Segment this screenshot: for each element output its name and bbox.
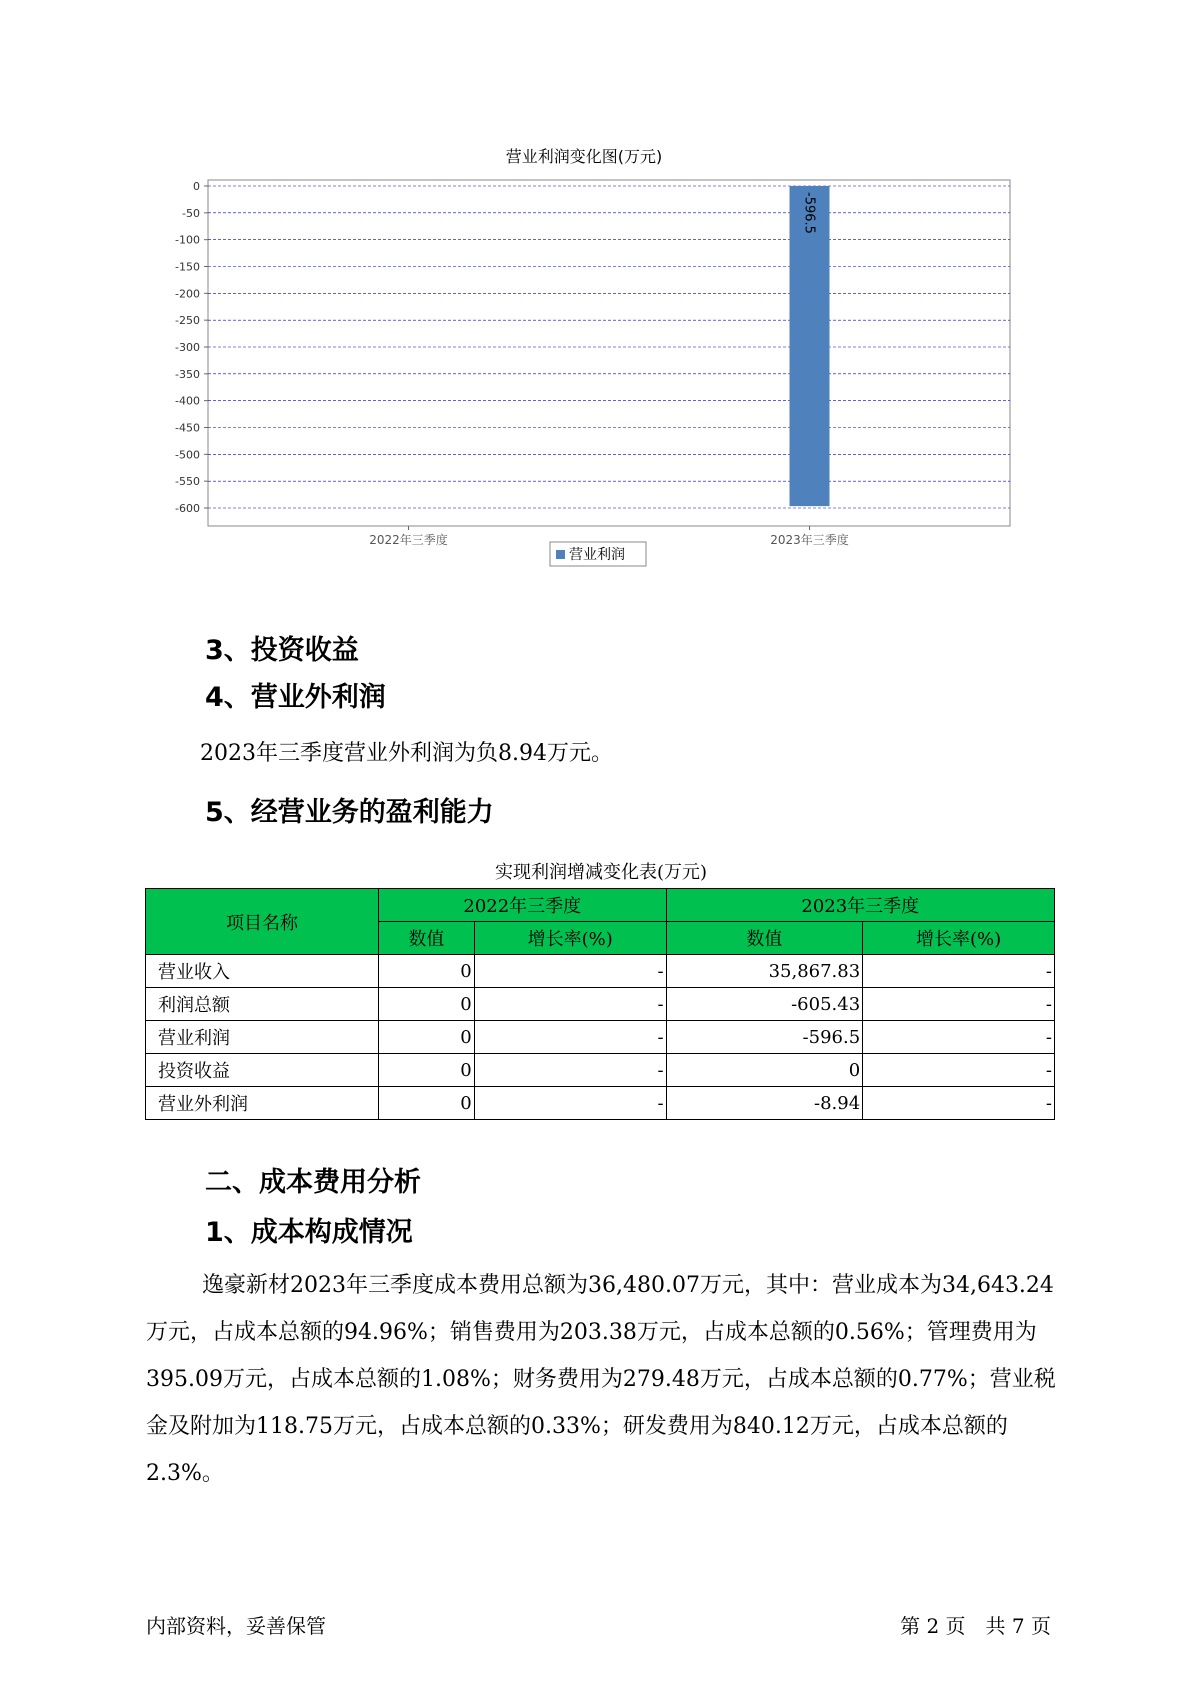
y-tick-label: -450 [175, 421, 200, 435]
row-value-2023: -8.94 [666, 1087, 863, 1120]
row-growth-2022: - [474, 1021, 666, 1054]
row-value-2023: 35,867.83 [666, 955, 863, 988]
row-name: 营业利润 [146, 1021, 379, 1054]
x-tick-label: 2023年三季度 [770, 533, 849, 547]
plot-border [208, 180, 1010, 526]
header-growth-2023: 增长率(%) [863, 922, 1055, 955]
footer-confidential: 内部资料，妥善保管 [146, 1614, 326, 1638]
data-label: -596.5 [801, 192, 817, 234]
footer-page-number: 第 2 页 共 7 页 [900, 1614, 1051, 1638]
y-tick-label: -50 [182, 206, 200, 220]
table-body [146, 955, 1055, 1120]
row-growth-2022: - [474, 1087, 666, 1120]
row-growth-2023: - [863, 1087, 1055, 1120]
row-growth-2023: - [863, 988, 1055, 1021]
cost-composition-text: 逸豪新材2023年三季度成本费用总额为36,480.07万元，其中：营业成本为34,643.24万元，占成本总额的94.96%；销售费用为203.38万元，占成本总额的0.56%；管理费用为395.09万元，占成本总额的1.08%；财务费用为279.48万元，占成本总额的0.77%；营业税金及附加为118.75万元，占成本总额的0.33%；研发费用为840.12万元，占成本总额的2.3%。 [146, 1273, 1056, 1486]
y-tick-label: 0 [193, 180, 200, 193]
row-growth-2022: - [474, 955, 666, 988]
row-value-2022: 0 [379, 1087, 475, 1120]
chart-svg [144, 138, 1024, 588]
y-tick-label: -600 [175, 502, 200, 515]
legend-label: 营业利润 [569, 547, 625, 563]
y-tick-label: -500 [175, 448, 200, 462]
bar [790, 186, 830, 506]
row-name: 投资收益 [146, 1054, 379, 1087]
profit-chart [144, 138, 1024, 588]
heading-cost-composition: 1、成本构成情况 [205, 1217, 413, 1248]
table-row [146, 1087, 1055, 1120]
table-row [146, 1021, 1055, 1054]
y-tick-label: -400 [175, 394, 200, 408]
header-item-name: 项目名称 [146, 889, 379, 955]
header-value-2023: 数值 [666, 922, 863, 955]
chart-title: 营业利润变化图(万元) [505, 147, 663, 166]
heading-investment-income: 3、投资收益 [205, 635, 359, 666]
row-value-2022: 0 [379, 955, 475, 988]
table-row [146, 988, 1055, 1021]
header-value-2022: 数值 [379, 922, 475, 955]
y-tick-label: -300 [175, 341, 200, 354]
table-row [146, 1054, 1055, 1087]
header-period-2023: 2023年三季度 [666, 889, 1054, 922]
profit-change-table [145, 888, 1055, 1120]
non-operating-profit-text: 2023年三季度营业外利润为负8.94万元。 [200, 741, 613, 766]
table-row [146, 955, 1055, 988]
legend-swatch [556, 550, 565, 559]
row-growth-2023: - [863, 1054, 1055, 1087]
row-growth-2023: - [863, 1021, 1055, 1054]
heading-profitability: 5、经营业务的盈利能力 [205, 797, 494, 828]
row-growth-2022: - [474, 1054, 666, 1087]
x-tick-label: 2022年三季度 [369, 533, 448, 547]
row-value-2023: -605.43 [666, 988, 863, 1021]
row-growth-2023: - [863, 955, 1055, 988]
row-value-2023: 0 [666, 1054, 863, 1087]
row-name: 营业收入 [146, 955, 379, 988]
header-growth-2022: 增长率(%) [474, 922, 666, 955]
y-tick-label: -200 [175, 287, 200, 301]
heading-cost-analysis: 二、成本费用分析 [205, 1167, 421, 1198]
row-name: 营业外利润 [146, 1087, 379, 1120]
y-tick-label: -550 [175, 475, 200, 489]
header-period-2022: 2022年三季度 [379, 889, 667, 922]
y-tick-label: -350 [175, 367, 200, 381]
heading-non-operating-profit: 4、营业外利润 [205, 682, 386, 713]
row-growth-2022: - [474, 988, 666, 1021]
row-value-2023: -596.5 [666, 1021, 863, 1054]
row-value-2022: 0 [379, 1054, 475, 1087]
y-tick-label: -250 [175, 314, 200, 328]
y-tick-label: -150 [175, 260, 200, 274]
table-title: 实现利润增减变化表(万元) [494, 862, 708, 883]
y-tick-label: -100 [175, 233, 200, 247]
row-value-2022: 0 [379, 988, 475, 1021]
row-name: 利润总额 [146, 988, 379, 1021]
row-value-2022: 0 [379, 1021, 475, 1054]
